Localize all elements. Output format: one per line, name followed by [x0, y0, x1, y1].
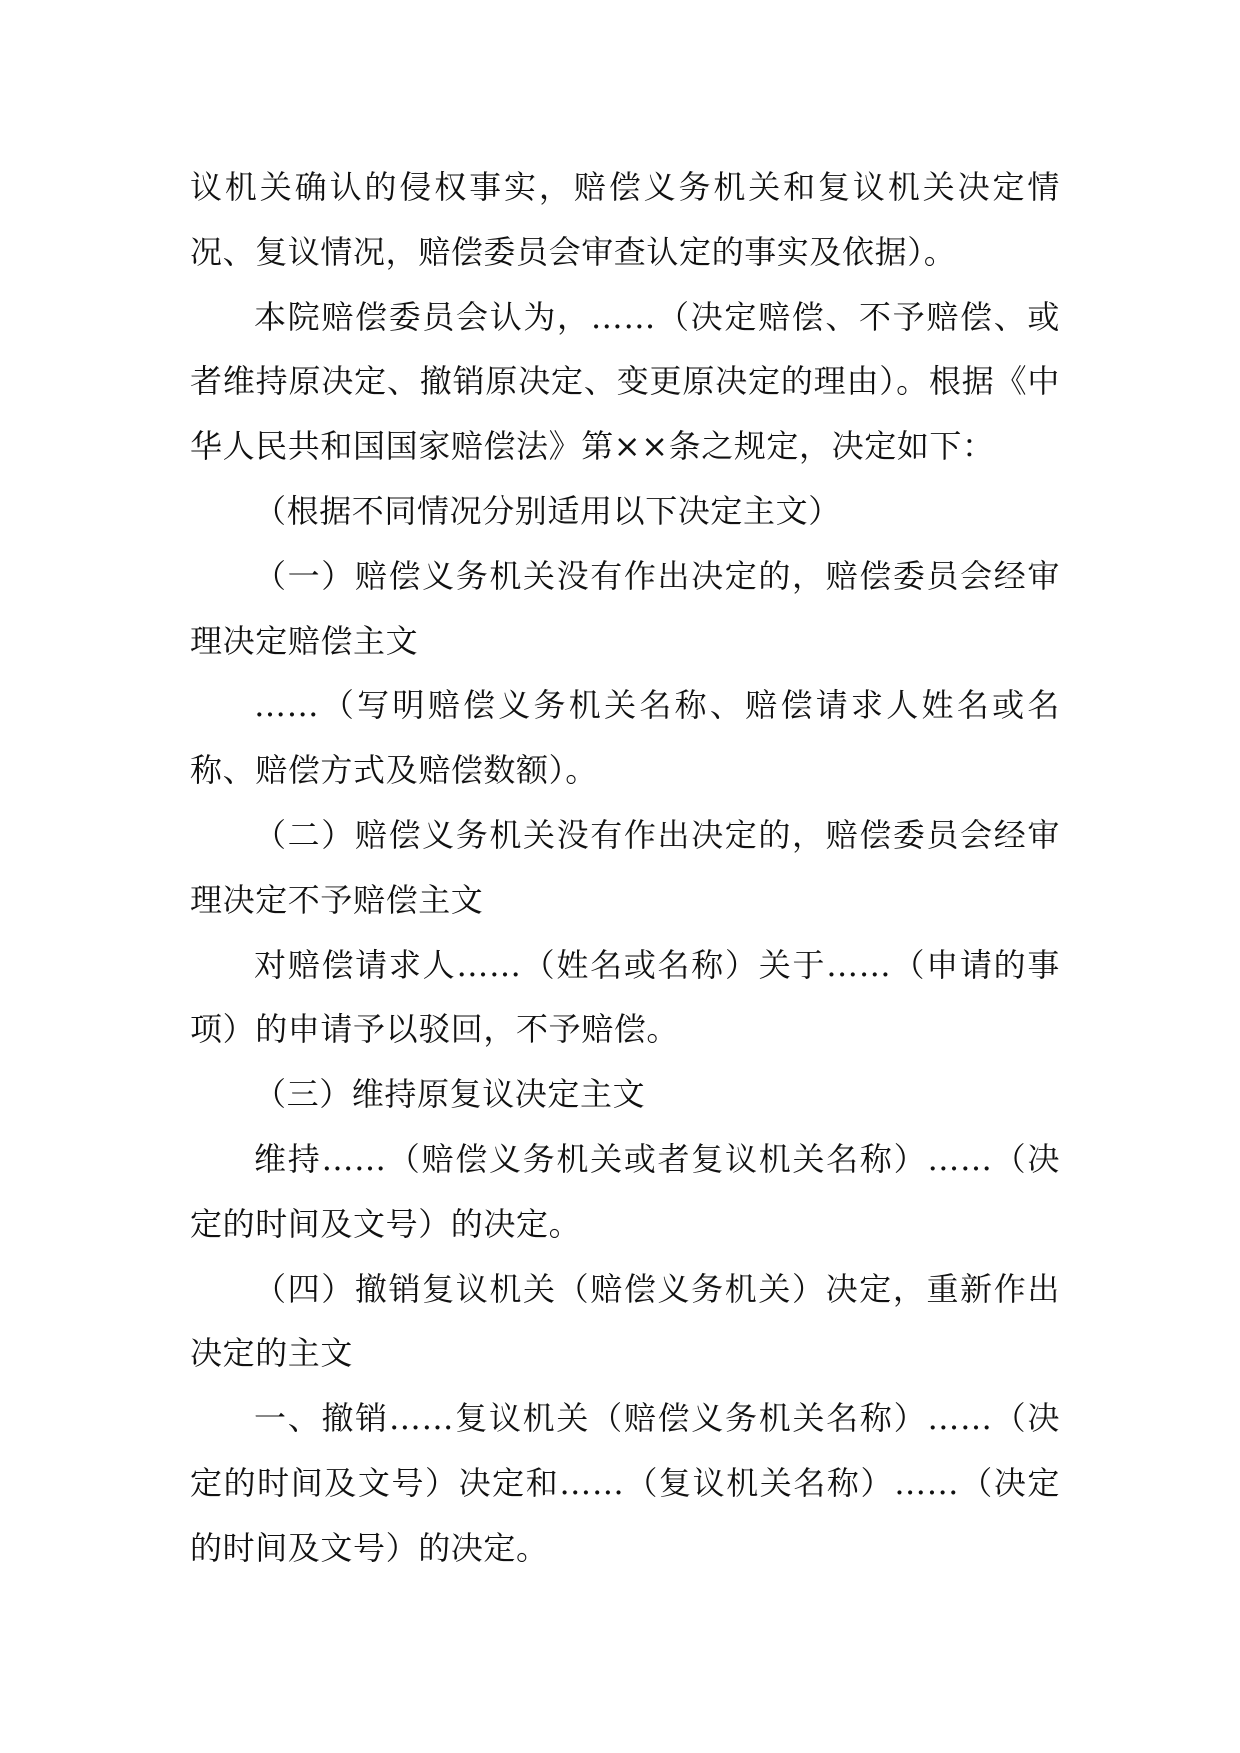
paragraph-committee-opinion: 本院赔偿委员会认为，……（决定赔偿、不予赔偿、或者维持原决定、撤销原决定、变更原决定的理由）。根据《中华人民共和国国家赔偿法》第××条之规定，决定如下： [190, 297, 1060, 466]
heading-option-one: （一）赔偿义务机关没有作出决定的，赔偿委员会经审理决定赔偿主文 [190, 556, 1060, 660]
paragraph-option-three-body: 维持……（赔偿义务机关或者复议机关名称）……（决定的时间及文号）的决定。 [190, 1139, 1060, 1243]
paragraph-continuation: 议机关确认的侵权事实，赔偿义务机关和复议机关决定情况、复议情况，赔偿委员会审查认定的事实及依据）。 [190, 168, 1060, 271]
paragraph-option-one-body: ……（写明赔偿义务机关名称、赔偿请求人姓名或名称、赔偿方式及赔偿数额）。 [190, 686, 1060, 790]
heading-option-four: （四）撤销复议机关（赔偿义务机关）决定，重新作出决定的主文 [190, 1269, 1060, 1373]
paragraph-option-two-body: 对赔偿请求人……（姓名或名称）关于……（申请的事项）的申请予以驳回，不予赔偿。 [190, 945, 1060, 1049]
heading-option-three: （三）维持原复议决定主文 [254, 1075, 646, 1114]
paragraph-instruction: （根据不同情况分别适用以下决定主文） [254, 491, 841, 530]
heading-option-two: （二）赔偿义务机关没有作出决定的，赔偿委员会经审理决定不予赔偿主文 [190, 815, 1060, 919]
document-body [190, 155, 1060, 1581]
paragraph-option-four-body: 一、撤销……复议机关（赔偿义务机关名称）……（决定的时间及文号）决定和……（复议机关名称）……（决定的时间及文号）的决定。 [190, 1399, 1060, 1567]
